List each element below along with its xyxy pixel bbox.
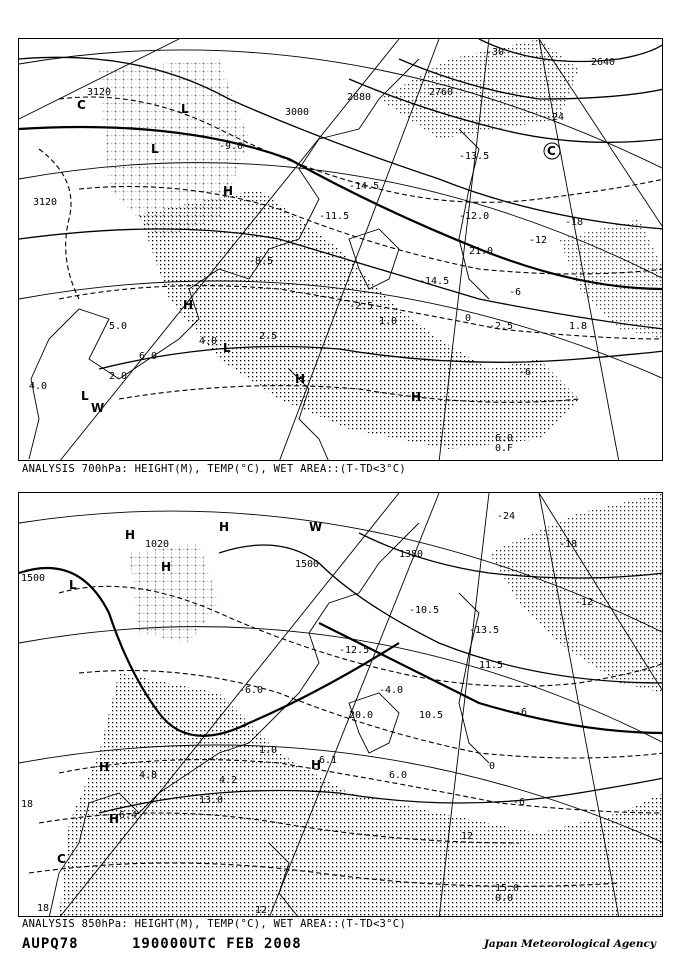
svg-text:-8.5: -8.5 [249,256,274,267]
height-label: 3120 [33,197,58,208]
cold-marker: C [547,144,556,158]
svg-text:10.5: 10.5 [419,710,444,721]
low-marker: L [151,142,159,156]
warm-marker: W [309,520,323,534]
height-label: 1020 [145,539,170,550]
valid-time: 190000UTC FEB 2008 [132,936,302,952]
height-label: 1500 [295,559,320,570]
high-marker: H [109,812,120,826]
svg-text:15.0: 15.0 [495,883,520,894]
svg-text:6.0: 6.0 [139,351,158,362]
temp-label: -6 [515,707,528,718]
svg-text:1.0: 1.0 [259,745,278,756]
svg-text:-2.5: -2.5 [349,301,374,312]
svg-text:-6.0: -6.0 [239,685,264,696]
high-marker: H [125,528,136,542]
svg-text:4.0: 4.0 [29,381,48,392]
svg-text:0.F: 0.F [495,443,514,454]
svg-text:-13.5: -13.5 [459,151,490,162]
svg-text:-14.5: -14.5 [349,181,380,192]
cold-marker: C [77,98,86,112]
height-label: 1380 [399,549,424,560]
svg-text:13.0: 13.0 [199,795,224,806]
svg-text:21.0: 21.0 [469,246,494,257]
temp-label: -24 [546,112,565,123]
temp-label: 0 [489,761,496,772]
svg-text:-9.0: -9.0 [219,141,244,152]
legend-sample-700 [495,433,513,454]
high-marker: H [411,390,422,404]
svg-text:2.5: 2.5 [259,331,278,342]
svg-text:1.8: 1.8 [569,321,588,332]
svg-text:-2.5: -2.5 [489,321,514,332]
low-marker: L [223,341,231,355]
svg-text:0.0: 0.0 [495,893,514,904]
high-marker: H [219,520,230,534]
height-label: 1500 [21,573,46,584]
cold-marker: C [57,852,66,866]
height-label: 2640 [591,57,616,68]
temp-label: 12 [461,831,474,842]
svg-text:6.1: 6.1 [319,755,338,766]
temp-label: 18 [21,799,34,810]
low-marker: L [181,102,189,116]
caption-700hpa: ANALYSIS 700hPa: HEIGHT(M), TEMP(°C), WET AREA::(T-TD<3°C) [22,463,407,475]
svg-text:-13.5: -13.5 [469,625,500,636]
height-label: 2760 [429,87,454,98]
temp-label: -6 [509,287,522,298]
temp-label: -30 [486,47,505,58]
low-marker: L [81,389,89,403]
map-700hpa [18,38,663,461]
svg-text:5.0: 5.0 [109,321,128,332]
temp-label: -18 [559,539,578,550]
temp-label: -6 [519,367,532,378]
svg-text:6.4: 6.4 [119,810,138,821]
high-marker: H [99,760,110,774]
temp-label: -12 [575,597,594,608]
svg-text:2.0: 2.0 [109,371,128,382]
temp-label: -12 [529,235,548,246]
svg-text:6.0: 6.0 [495,433,514,444]
svg-text:4.0: 4.0 [199,336,218,347]
svg-text:20.0: 20.0 [349,710,374,721]
svg-text:4.2: 4.2 [219,775,238,786]
caption-850hpa: ANALYSIS 850hPa: HEIGHT(M), TEMP(°C), WET AREA::(T-TD<3°C) [22,918,407,930]
svg-text:11.5: 11.5 [479,660,504,671]
low-marker: L [69,578,77,592]
high-marker: H [223,184,234,198]
height-label: 3120 [87,87,112,98]
temp-label: -24 [497,511,516,522]
temp-label: -18 [565,217,584,228]
temp-label: 12 [255,905,268,916]
high-marker: H [183,298,194,312]
high-marker: H [295,372,306,386]
svg-text:1.0: 1.0 [379,316,398,327]
svg-text:-12.0: -12.0 [459,211,490,222]
svg-text:-12.5: -12.5 [339,645,370,656]
svg-text:-14.5: -14.5 [419,276,450,287]
map-850hpa-canvas [19,493,663,917]
svg-text:-4.0: -4.0 [379,685,404,696]
high-marker: H [311,758,322,772]
svg-text:-11.5: -11.5 [319,211,350,222]
warm-marker: W [91,401,105,415]
svg-text:-10.5: -10.5 [409,605,440,616]
height-label: 3000 [285,107,310,118]
svg-text:6.0: 6.0 [389,770,408,781]
map-850hpa [18,492,663,917]
temp-label: 0 [465,313,472,324]
svg-text:4.8: 4.8 [139,770,158,781]
temp-label: 18 [37,903,50,914]
high-marker: H [161,560,172,574]
chart-code: AUPQ78 [22,936,79,952]
height-label: 2880 [347,92,372,103]
map-700hpa-canvas [19,39,663,461]
temp-label: -6 [513,797,526,808]
agency-name: Japan Meteorological Agency [483,938,656,950]
